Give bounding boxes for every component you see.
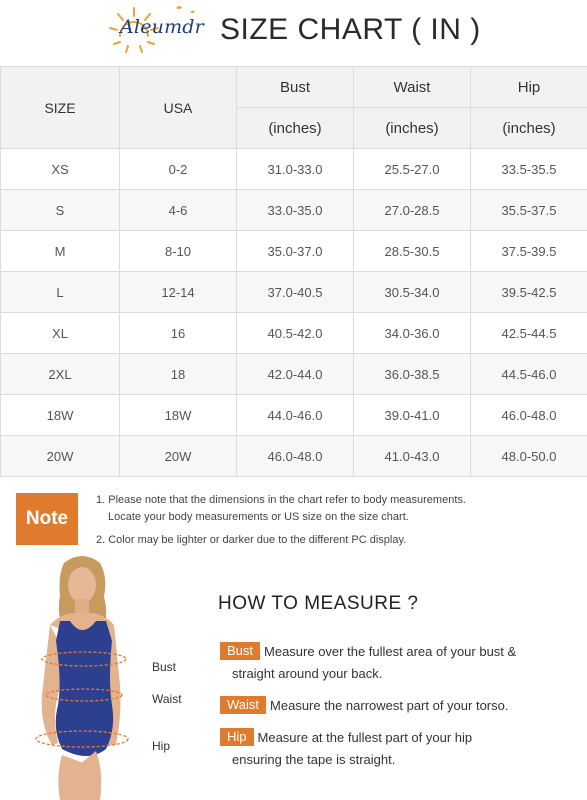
header-waist: Waist (354, 67, 471, 108)
cell-usa: 20W (120, 436, 237, 477)
cell-waist: 28.5-30.5 (354, 231, 471, 272)
header-usa: USA (120, 67, 237, 149)
cell-size: 2XL (1, 354, 120, 395)
header-bust: Bust (237, 67, 354, 108)
tag-waist: Waist (220, 696, 266, 714)
table-row (1, 149, 587, 190)
cell-waist: 27.0-28.5 (354, 190, 471, 231)
how-to-measure-title: HOW TO MEASURE ? (218, 593, 419, 614)
header-bust-unit: (inches) (237, 108, 354, 149)
cell-waist: 36.0-38.5 (354, 354, 471, 395)
table-row (1, 190, 587, 231)
cell-size: 18W (1, 395, 120, 436)
cell-bust: 44.0-46.0 (237, 395, 354, 436)
cell-size: XL (1, 313, 120, 354)
cell-bust: 42.0-44.0 (237, 354, 354, 395)
model-swimsuit-illustration (22, 555, 192, 800)
model-label-waist: Waist (152, 692, 182, 706)
table-row (1, 231, 587, 272)
measure-hip-text-2: ensuring the tape is straight. (232, 752, 396, 767)
header-size: SIZE (1, 67, 120, 149)
cell-bust: 35.0-37.0 (237, 231, 354, 272)
cell-usa: 0-2 (120, 149, 237, 190)
header (0, 0, 587, 62)
measure-hip-text-1: Measure at the fullest part of your hip (257, 730, 473, 745)
model-label-hip: Hip (152, 739, 171, 753)
header-hip: Hip (471, 67, 587, 108)
cell-hip: 46.0-48.0 (471, 395, 587, 436)
cell-hip: 33.5-35.5 (471, 149, 587, 190)
table-row (1, 313, 587, 354)
cell-hip: 39.5-42.5 (471, 272, 587, 313)
cell-hip: 42.5-44.5 (471, 313, 587, 354)
cell-size: M (1, 231, 120, 272)
table-row (1, 395, 587, 436)
measure-hip (220, 727, 580, 771)
cell-bust: 46.0-48.0 (237, 436, 354, 477)
cell-bust: 40.5-42.0 (237, 313, 354, 354)
table-row (1, 436, 587, 477)
cell-size: 20W (1, 436, 120, 477)
cell-usa: 4-6 (120, 190, 237, 231)
note-line-2: Locate your body measurements or US size on the size chart. (108, 511, 409, 523)
cell-size: S (1, 190, 120, 231)
page-title: SIZE CHART ( IN ) (220, 13, 481, 46)
measure-bust-text-1: Measure over the fullest area of your bust & (264, 644, 517, 659)
cell-waist: 25.5-27.0 (354, 149, 471, 190)
note-text (96, 492, 466, 549)
cell-usa: 18W (120, 395, 237, 436)
cell-waist: 41.0-43.0 (354, 436, 471, 477)
note-line-3: 2. Color may be lighter or darker due to the different PC display. (96, 534, 407, 546)
cell-bust: 31.0-33.0 (237, 149, 354, 190)
cell-size: XS (1, 149, 120, 190)
size-chart-table (0, 66, 587, 477)
tag-bust: Bust (220, 642, 260, 660)
cell-bust: 33.0-35.0 (237, 190, 354, 231)
header-hip-unit: (inches) (471, 108, 587, 149)
brand-logo-text: Aleumdr (120, 16, 204, 38)
cell-usa: 16 (120, 313, 237, 354)
cell-hip: 35.5-37.5 (471, 190, 587, 231)
cell-usa: 18 (120, 354, 237, 395)
measure-bust (220, 641, 580, 685)
cell-size: L (1, 272, 120, 313)
cell-bust: 37.0-40.5 (237, 272, 354, 313)
cell-usa: 8-10 (120, 231, 237, 272)
measure-waist-text-1: Measure the narrowest part of your torso. (270, 698, 509, 713)
cell-waist: 34.0-36.0 (354, 313, 471, 354)
cell-usa: 12-14 (120, 272, 237, 313)
measure-waist (220, 695, 580, 717)
note-badge: Note (16, 493, 78, 545)
note-line-1: 1. Please note that the dimensions in the chart refer to body measurements. (96, 494, 466, 506)
cell-waist: 30.5-34.0 (354, 272, 471, 313)
header-waist-unit: (inches) (354, 108, 471, 149)
cell-hip: 44.5-46.0 (471, 354, 587, 395)
cell-hip: 37.5-39.5 (471, 231, 587, 272)
model-label-bust: Bust (152, 660, 177, 674)
tag-hip: Hip (220, 728, 254, 746)
table-row (1, 354, 587, 395)
size-chart-table-wrap (0, 66, 587, 477)
cell-hip: 48.0-50.0 (471, 436, 587, 477)
table-row (1, 272, 587, 313)
cell-waist: 39.0-41.0 (354, 395, 471, 436)
measure-bust-text-2: straight around your back. (232, 666, 383, 681)
